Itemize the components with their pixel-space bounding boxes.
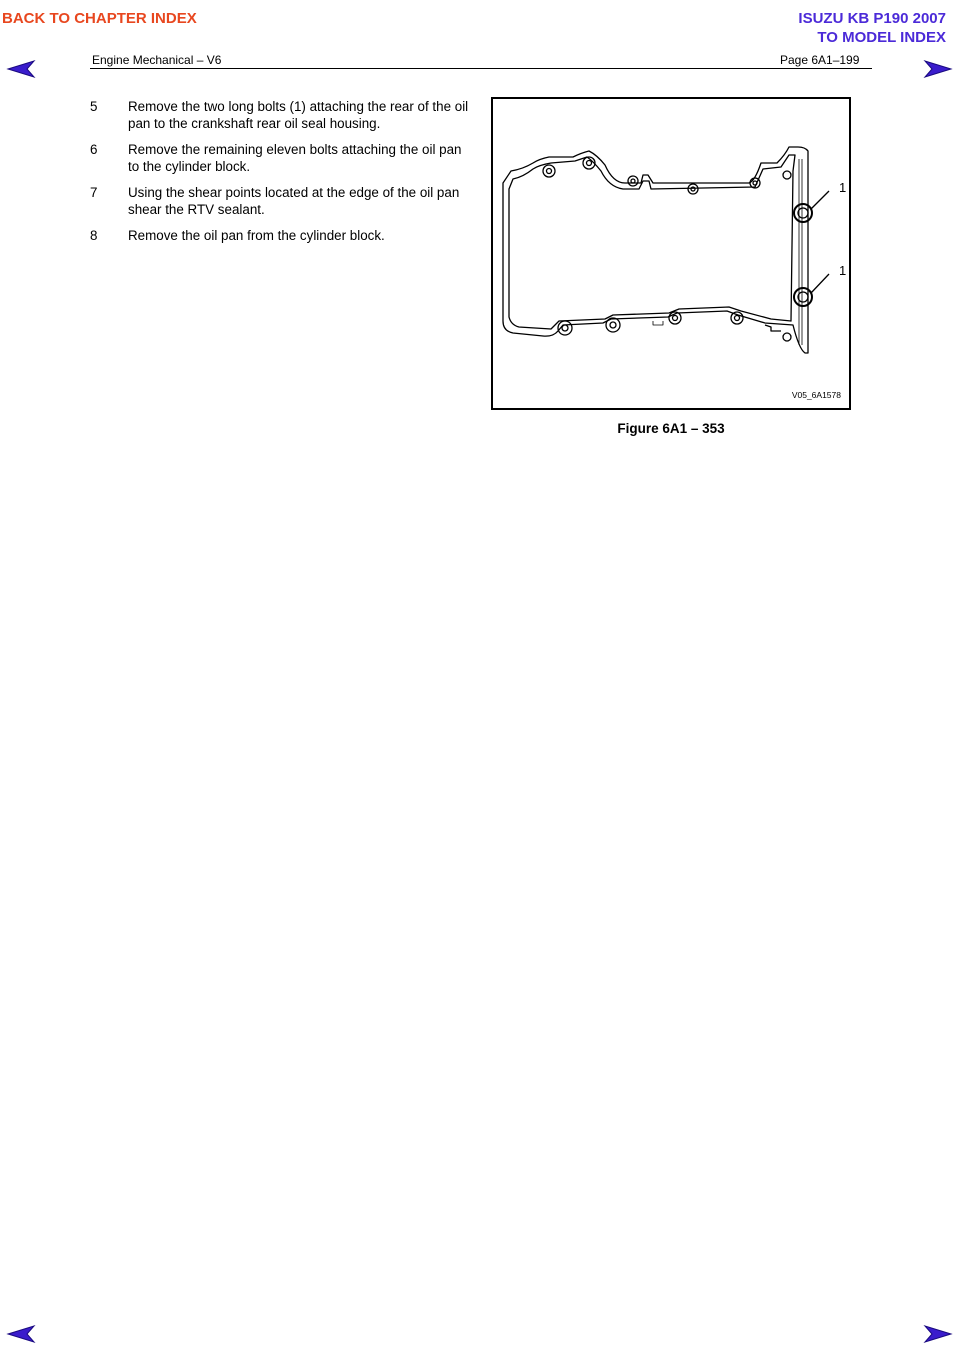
step-number: 7 (90, 185, 98, 200)
figure-caption: Figure 6A1 – 353 (617, 421, 725, 436)
step-number: 6 (90, 142, 98, 157)
header-rule (90, 68, 872, 69)
figure-oil-pan (491, 97, 851, 410)
step-text: Using the shear points located at the edge of the oil pan shear the RTV sealant. (128, 185, 460, 217)
procedure-steps (90, 98, 470, 253)
step-5 (90, 98, 470, 132)
step-text: Remove the two long bolts (1) attaching the rear of the oil pan to the crankshaft rear oil seal housing. (128, 99, 469, 131)
step-number: 8 (90, 228, 98, 243)
step-text: Remove the remaining eleven bolts attaching the oil pan to the cylinder block. (128, 142, 462, 174)
next-page-arrow-icon[interactable] (923, 58, 953, 80)
callout-1-upper: 1 (839, 180, 847, 195)
to-model-index-link[interactable]: TO MODEL INDEX (817, 29, 946, 46)
figure-code: V05_6A1578 (791, 390, 841, 400)
previous-page-arrow-bottom-icon[interactable] (6, 1323, 36, 1345)
step-6 (90, 141, 470, 175)
back-to-chapter-index-link[interactable]: BACK TO CHAPTER INDEX (2, 10, 197, 27)
section-title: Engine Mechanical – V6 (92, 53, 222, 67)
step-7 (90, 184, 470, 218)
next-page-arrow-bottom-icon[interactable] (923, 1323, 953, 1345)
oil-pan-illustration (493, 99, 849, 408)
previous-page-arrow-icon[interactable] (6, 58, 36, 80)
callout-1-lower: 1 (839, 263, 847, 278)
model-title[interactable]: ISUZU KB P190 2007 (798, 10, 946, 27)
step-number: 5 (90, 99, 98, 114)
page-number: Page 6A1–199 (780, 53, 860, 67)
step-8 (90, 227, 470, 244)
step-text: Remove the oil pan from the cylinder block. (128, 228, 385, 243)
